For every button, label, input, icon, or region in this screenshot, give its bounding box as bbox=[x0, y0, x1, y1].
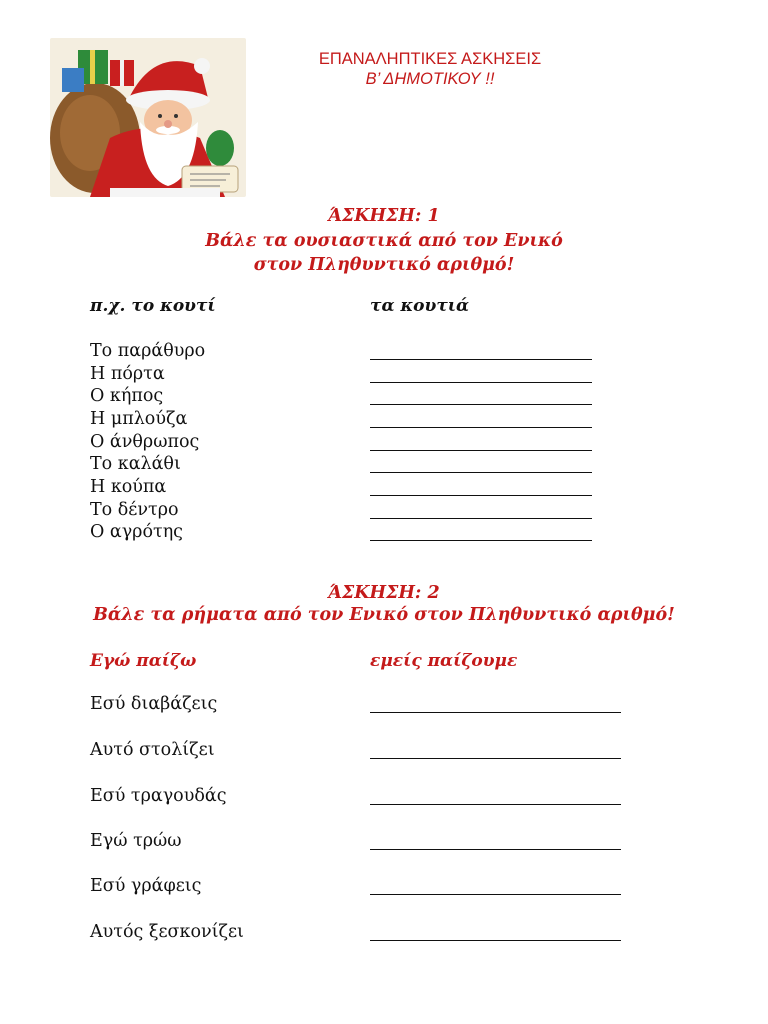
header-subtitle: Β’ ΔΗΜΟΤΙΚΟΥ !! bbox=[365, 70, 495, 88]
exercise-2-number: ΆΣΚΗΣΗ: 2 bbox=[328, 583, 440, 603]
answer-blank[interactable] bbox=[370, 359, 592, 360]
header-title: ΕΠΑΝΑΛΗΠΤΙΚΕΣ ΑΣΚΗΣΕΙΣ bbox=[318, 50, 542, 68]
answer-blank[interactable] bbox=[370, 894, 621, 895]
exercise-1-word: Το παράθυρο bbox=[90, 341, 206, 361]
answer-blank[interactable] bbox=[370, 450, 592, 451]
exercise-2-example-singular: Εγώ παίζω bbox=[90, 651, 197, 671]
answer-blank[interactable] bbox=[370, 404, 592, 405]
answer-blank[interactable] bbox=[370, 495, 592, 496]
answer-blank[interactable] bbox=[370, 540, 592, 541]
exercise-2-verb: Αυτό στολίζει bbox=[90, 740, 215, 760]
santa-claus-illustration bbox=[50, 38, 246, 197]
exercise-1-example-singular: π.χ. το κουτί bbox=[90, 296, 216, 316]
exercise-2-verb: Εσύ διαβάζεις bbox=[90, 694, 218, 714]
answer-blank[interactable] bbox=[370, 472, 592, 473]
worksheet-header bbox=[260, 49, 600, 89]
exercise-1-word: Η πόρτα bbox=[90, 364, 165, 384]
exercise-1-word: Ο κήπος bbox=[90, 386, 164, 406]
answer-blank[interactable] bbox=[370, 712, 621, 713]
exercise-1-number: ΆΣΚΗΣΗ: 1 bbox=[328, 206, 440, 226]
answer-blank[interactable] bbox=[370, 940, 621, 941]
exercise-2-example-plural: εμείς παίζουμε bbox=[370, 651, 518, 671]
exercise-2-instruction: Βάλε τα ρήματα από τον Ενικό στον Πληθυντικό αριθμό! bbox=[93, 605, 675, 625]
exercise-1-word: Το δέντρο bbox=[90, 500, 179, 520]
exercise-1-word: Η μπλούζα bbox=[90, 409, 188, 429]
exercise-2-verb: Αυτός ξεσκονίζει bbox=[90, 922, 244, 942]
exercise-1-example-plural: τα κουτιά bbox=[370, 296, 470, 316]
answer-blank[interactable] bbox=[370, 849, 621, 850]
exercise-1-word: Ο άνθρωπος bbox=[90, 432, 200, 452]
answer-blank[interactable] bbox=[370, 427, 592, 428]
exercise-1-word: Το καλάθι bbox=[90, 454, 181, 474]
santa-icon bbox=[50, 38, 246, 197]
answer-blank[interactable] bbox=[370, 518, 592, 519]
exercise-1-word: Ο αγρότης bbox=[90, 522, 183, 542]
exercise-2-verb: Εγώ τρώω bbox=[90, 831, 182, 851]
exercise-1-instruction-line1: Βάλε τα ουσιαστικά από τον Ενικό bbox=[205, 231, 563, 251]
exercise-1-word: Η κούπα bbox=[90, 477, 167, 497]
exercise-2-verb: Εσύ τραγουδάς bbox=[90, 786, 227, 806]
answer-blank[interactable] bbox=[370, 804, 621, 805]
exercise-1-instruction-line2: στον Πληθυντικό αριθμό! bbox=[253, 255, 515, 275]
exercise-2-verb: Εσύ γράφεις bbox=[90, 876, 202, 896]
answer-blank[interactable] bbox=[370, 382, 592, 383]
answer-blank[interactable] bbox=[370, 758, 621, 759]
